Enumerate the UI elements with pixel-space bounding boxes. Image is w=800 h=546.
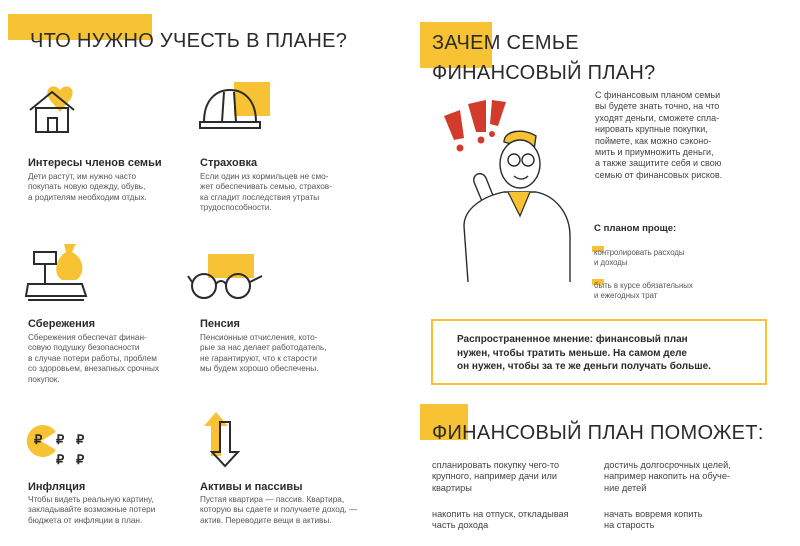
scales-money-bag-icon (24, 238, 90, 304)
item-title: Пенсия (200, 318, 240, 330)
item-text: Чтобы видеть реальную картину, закладывайте возможные потери бюджета от инфляции в план. (28, 495, 156, 525)
item-text: Дети растут, им нужно часто покупать новую одежду, обувь, а родителям необходим отдых. (28, 172, 147, 202)
simpler-item: контролировать расходы и доходы (594, 248, 685, 267)
intro-paragraph: С финансовым планом семьи вы будете знать точно, на что уходят деньги, сможете спла- нировать крупные покупки, поймете, как можно сэконо- мить и приумножить деньги, а также защитите себя и свою семью от финансовых рисков. (595, 90, 723, 180)
quote-box (431, 319, 767, 385)
ruble-glyph: ₽ (76, 452, 85, 467)
item-title: Сбережения (28, 318, 95, 330)
helps-heading: ФИНАНСОВЫЙ ПЛАН ПОМОЖЕТ: (432, 422, 764, 444)
help-item: спланировать покупку чего-то крупного, например дачи или квартиры (432, 460, 560, 493)
ruble-glyph: ₽ (34, 432, 43, 447)
quote-text: Распространенное мнение: финансовый план нужен, чтобы тратить меньше. На самом деле он нужен, чтобы за те же деньги получать больше. (457, 334, 711, 373)
hard-hat-icon (196, 78, 274, 140)
help-item: начать вовремя копить на старость (604, 509, 703, 531)
item-text: Сбережения обеспечат финан- совую подушку безопасности в случае потери работы, проблем со здоровьем, внезапных срочных покупок. (28, 333, 159, 384)
item-text: Если один из кормильцев не смо- жет обеспечивать семью, страхов- ка сгладит последствия утраты трудоспособности. (200, 172, 332, 213)
item-title: Инфляция (28, 481, 86, 493)
item-title: Страховка (200, 157, 258, 169)
right-heading-line2: ФИНАНСОВЫЙ ПЛАН? (432, 62, 656, 84)
help-item: достичь долгосрочных целей, например накопить на обуче- ние детей (604, 460, 731, 493)
item-title: Интересы членов семьи (28, 157, 162, 169)
man-pointing-illustration (424, 96, 574, 286)
item-title: Активы и пассивы (200, 481, 303, 493)
simpler-title: С планом проще: (594, 223, 677, 234)
simpler-item: быть в курсе обязательных и ежегодных трат (594, 281, 693, 300)
ruble-glyph: ₽ (56, 432, 65, 447)
item-text: Пустая квартира — пассив. Квартира, которую вы сдаете и получаете доход, — актив. Переводите вещи в активы. (200, 495, 358, 525)
left-heading: ЧТО НУЖНО УЧЕСТЬ В ПЛАНЕ? (30, 30, 348, 52)
glasses-icon (186, 252, 268, 302)
ruble-glyph: ₽ (76, 432, 85, 447)
ruble-pacman-icon (24, 420, 94, 470)
right-heading-line1: ЗАЧЕМ СЕМЬЕ (432, 32, 579, 54)
up-down-arrows-icon (198, 408, 248, 468)
help-item: накопить на отпуск, откладывая часть дохода (432, 509, 569, 531)
ruble-glyph: ₽ (56, 452, 65, 467)
house-heart-icon (26, 82, 80, 138)
item-text: Пенсионные отчисления, кото- рые за нас делает работодатель, не гарантируют, что к старости мы будем хорошо обеспечены. (200, 333, 327, 374)
